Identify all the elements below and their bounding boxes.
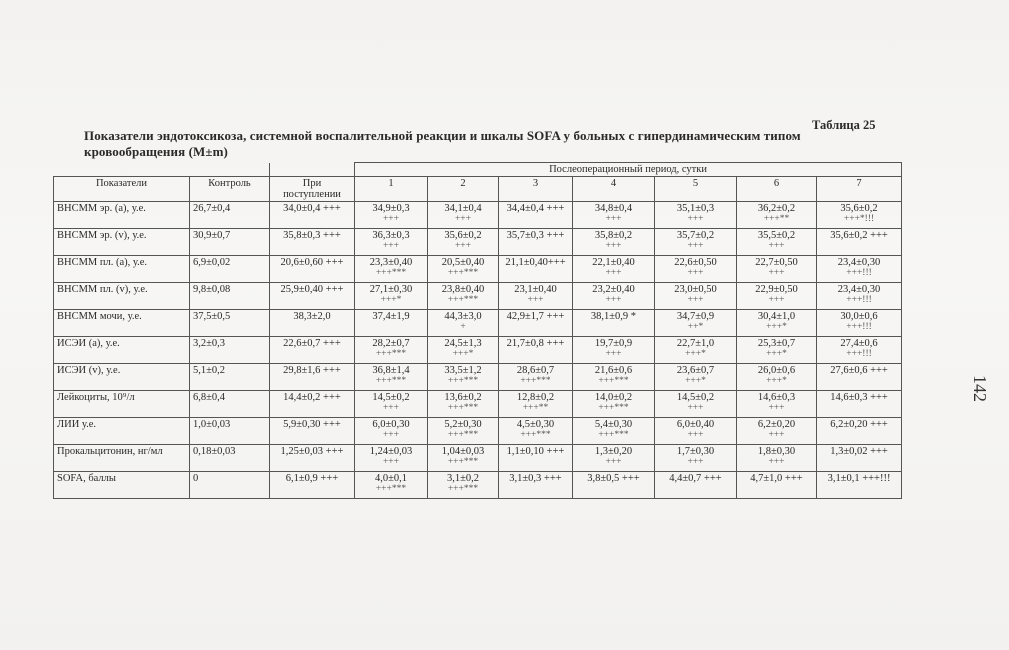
postop-day-cell <box>737 472 817 499</box>
cell-value: 14,4±0,2 +++ <box>283 392 341 403</box>
row-control-value: 37,5±0,5 <box>190 310 270 337</box>
row-control-value: 0,18±0,03 <box>190 445 270 472</box>
cell-value: 28,2±0,7 <box>372 338 410 349</box>
cell-value: 23,0±0,50 <box>674 284 717 295</box>
header-day: 5 <box>655 177 737 202</box>
cell-significance-marks: +++*** <box>520 376 551 386</box>
postop-day-cell <box>655 202 737 229</box>
postop-day-cell <box>817 391 902 418</box>
row-indicator-name: SOFA, баллы <box>54 472 190 499</box>
cell-value: 13,6±0,2 <box>444 392 482 403</box>
postop-day-cell <box>355 202 428 229</box>
cell-value: 34,4±0,4 +++ <box>506 203 565 214</box>
postop-day-cell <box>573 364 655 391</box>
cell-significance-marks: +++* <box>452 349 474 359</box>
cell-value: 23,2±0,40 <box>592 284 635 295</box>
postop-day-cell <box>817 445 902 472</box>
cell-value: 6,0±0,30 <box>372 419 410 430</box>
cell-significance-marks: +++ <box>768 457 785 467</box>
postop-day-cell <box>499 283 573 310</box>
row-indicator-name: ЛИИ у.е. <box>54 418 190 445</box>
cell-value: 28,6±0,7 <box>516 365 555 376</box>
cell-value: 34,0±0,4 +++ <box>283 203 341 214</box>
postop-day-cell <box>573 418 655 445</box>
cell-significance-marks: +++*** <box>375 268 407 278</box>
cell-value: 27,6±0,6 +++ <box>830 365 888 376</box>
header-day: 4 <box>573 177 655 202</box>
postop-day-cell <box>355 391 428 418</box>
page-number: 142 <box>970 375 990 402</box>
cell-value: 35,6±0,2 +++ <box>830 230 888 241</box>
cell-value: 4,4±0,7 +++ <box>669 473 722 484</box>
row-control-value: 30,9±0,7 <box>190 229 270 256</box>
table-row <box>54 364 902 391</box>
header-day: 3 <box>499 177 573 202</box>
cell-significance-marks: ++* <box>687 322 704 332</box>
cell-value: 35,6±0,2 <box>840 203 878 214</box>
cell-value: 22,7±1,0 <box>676 338 715 349</box>
cell-significance-marks: +++ <box>527 295 544 305</box>
cell-significance-marks: +++ <box>687 268 704 278</box>
header-row-group <box>54 163 902 177</box>
cell-significance-marks: +++* <box>685 376 706 386</box>
row-indicator-name: ИСЭИ (v), у.е. <box>54 364 190 391</box>
postop-day-cell <box>737 283 817 310</box>
postop-day-cell <box>737 391 817 418</box>
row-control-value: 26,7±0,4 <box>190 202 270 229</box>
cell-significance-marks: +++*** <box>447 430 479 440</box>
postop-day-cell <box>355 256 428 283</box>
postop-day-cell <box>428 256 499 283</box>
postop-day-cell <box>428 337 499 364</box>
admission-cell <box>270 391 355 418</box>
cell-significance-marks: +++ <box>382 241 400 251</box>
cell-significance-marks: +++*** <box>447 376 479 386</box>
cell-value: 20,6±0,60 +++ <box>280 257 344 268</box>
postop-day-cell <box>499 256 573 283</box>
row-control-value: 3,2±0,3 <box>190 337 270 364</box>
cell-significance-marks: +++* <box>766 322 787 332</box>
cell-value: 44,3±3,0 <box>444 311 482 322</box>
cell-significance-marks: +++ <box>687 403 704 413</box>
cell-value: 14,5±0,2 <box>676 392 715 403</box>
cell-value: 4,5±0,30 <box>516 419 555 430</box>
row-indicator-name: ВНСММ пл. (а), у.е. <box>54 256 190 283</box>
cell-value: 1,04±0,03 <box>441 446 485 457</box>
cell-significance-marks: +++ <box>768 295 785 305</box>
cell-value: 22,1±0,40 <box>592 257 635 268</box>
postop-day-cell <box>817 202 902 229</box>
postop-day-cell <box>499 202 573 229</box>
postop-day-cell <box>655 310 737 337</box>
cell-value: 1,25±0,03 +++ <box>280 446 344 457</box>
postop-day-cell <box>428 283 499 310</box>
row-control-value: 9,8±0,08 <box>190 283 270 310</box>
cell-significance-marks: +++*** <box>447 457 479 467</box>
cell-value: 22,7±0,50 <box>755 257 798 268</box>
cell-value: 20,5±0,40 <box>441 257 485 268</box>
cell-significance-marks: +++ <box>768 268 785 278</box>
table-row <box>54 256 902 283</box>
cell-significance-marks: +++ <box>605 295 622 305</box>
cell-value: 3,1±0,3 +++ <box>509 473 562 484</box>
header-row <box>54 177 902 202</box>
postop-day-cell <box>737 256 817 283</box>
cell-significance-marks: +++* <box>380 295 402 305</box>
postop-day-cell <box>428 310 499 337</box>
table-body <box>54 202 902 499</box>
cell-value: 4,7±1,0 +++ <box>750 473 803 484</box>
table-row <box>54 229 902 256</box>
cell-value: 22,6±0,7 +++ <box>283 338 341 349</box>
postop-day-cell <box>428 418 499 445</box>
cell-value: 24,5±1,3 <box>444 338 482 349</box>
cell-value: 37,4±1,9 <box>372 311 410 322</box>
row-control-value: 6,9±0,02 <box>190 256 270 283</box>
cell-value: 35,8±0,2 <box>594 230 633 241</box>
admission-cell <box>270 445 355 472</box>
postop-day-cell <box>355 472 428 499</box>
table-title: Показатели эндотоксикоза, системной воспалительной реакции и шкалы SOFA у больных с гипердинамическим типом кровообращения (M±m) <box>84 128 801 159</box>
cell-significance-marks: +++* <box>766 349 787 359</box>
postop-day-cell <box>817 283 902 310</box>
header-day: 2 <box>428 177 499 202</box>
postop-day-cell <box>428 202 499 229</box>
postop-day-cell <box>655 418 737 445</box>
header-day: 1 <box>355 177 428 202</box>
cell-value: 1,1±0,10 +++ <box>506 446 565 457</box>
row-control-value: 6,8±0,4 <box>190 391 270 418</box>
postop-day-cell <box>817 337 902 364</box>
cell-significance-marks: +++** <box>522 403 549 413</box>
row-indicator-name: ВНСММ пл. (v), у.е. <box>54 283 190 310</box>
admission-cell <box>270 283 355 310</box>
cell-significance-marks: +++ <box>687 214 704 224</box>
cell-value: 3,8±0,5 +++ <box>587 473 640 484</box>
cell-value: 1,3±0,20 <box>594 446 633 457</box>
cell-value: 19,7±0,9 <box>594 338 633 349</box>
cell-value: 23,1±0,40 <box>514 284 557 295</box>
cell-significance-marks: +++!!! <box>846 349 872 359</box>
cell-value: 35,1±0,3 <box>676 203 715 214</box>
cell-significance-marks: +++ <box>605 241 622 251</box>
header-blank <box>54 163 190 177</box>
data-table <box>53 162 902 499</box>
cell-value: 14,6±0,3 <box>757 392 796 403</box>
cell-significance-marks: +++!!! <box>846 295 872 305</box>
cell-value: 5,9±0,30 +++ <box>283 419 341 430</box>
cell-value: 14,6±0,3 +++ <box>830 392 888 403</box>
postop-day-cell <box>573 229 655 256</box>
postop-day-cell <box>573 391 655 418</box>
postop-day-cell <box>573 202 655 229</box>
cell-value: 38,1±0,9 * <box>590 311 637 322</box>
admission-cell <box>270 256 355 283</box>
cell-significance-marks: +++** <box>763 214 790 224</box>
cell-significance-marks: +++ <box>382 457 400 467</box>
cell-value: 36,8±1,4 <box>372 365 410 376</box>
postop-day-cell <box>499 391 573 418</box>
row-indicator-name: ВНСММ эр. (а), у.е. <box>54 202 190 229</box>
header-day: 6 <box>737 177 817 202</box>
cell-value: 6,1±0,9 +++ <box>285 473 339 484</box>
cell-significance-marks: +++ <box>454 214 472 224</box>
header-indicator: Показатели <box>54 177 190 202</box>
postop-day-cell <box>737 418 817 445</box>
admission-cell <box>270 364 355 391</box>
cell-value: 21,7±0,8 +++ <box>506 338 565 349</box>
postop-day-cell <box>428 472 499 499</box>
cell-significance-marks: +++*** <box>598 403 629 413</box>
table-row <box>54 391 902 418</box>
cell-value: 5,4±0,30 <box>594 419 633 430</box>
postop-day-cell <box>817 364 902 391</box>
table-row <box>54 337 902 364</box>
cell-significance-marks: +++*!!! <box>843 214 875 224</box>
cell-value: 6,2±0,20 +++ <box>830 419 888 430</box>
cell-value: 42,9±1,7 +++ <box>506 311 565 322</box>
header-admission: При поступлении <box>270 177 355 202</box>
cell-value: 1,24±0,03 <box>369 446 413 457</box>
postop-day-cell <box>355 337 428 364</box>
postop-day-cell <box>817 229 902 256</box>
postop-day-cell <box>655 364 737 391</box>
cell-value: 29,8±1,6 +++ <box>283 365 341 376</box>
cell-significance-marks: +++ <box>768 430 785 440</box>
postop-day-cell <box>817 310 902 337</box>
cell-value: 5,2±0,30 <box>444 419 482 430</box>
cell-significance-marks: +++ <box>382 430 400 440</box>
cell-significance-marks: +++*** <box>447 268 479 278</box>
cell-value: 30,0±0,6 <box>840 311 878 322</box>
postop-day-cell <box>655 283 737 310</box>
cell-value: 34,9±0,3 <box>372 203 410 214</box>
cell-value: 26,0±0,6 <box>757 365 796 376</box>
header-blank <box>190 163 270 177</box>
postop-day-cell <box>355 310 428 337</box>
cell-value: 23,6±0,7 <box>676 365 715 376</box>
cell-value: 35,8±0,3 +++ <box>283 230 341 241</box>
admission-cell <box>270 202 355 229</box>
header-day: 7 <box>817 177 902 202</box>
cell-value: 25,9±0,40 +++ <box>280 284 344 295</box>
cell-value: 36,2±0,2 <box>757 203 796 214</box>
cell-value: 35,7±0,3 +++ <box>506 230 565 241</box>
table-row <box>54 310 902 337</box>
postop-day-cell <box>355 445 428 472</box>
cell-value: 23,3±0,40 <box>369 257 413 268</box>
postop-day-cell <box>573 472 655 499</box>
cell-value: 21,1±0,40+++ <box>505 257 566 268</box>
header-postop-period: Послеоперационный период, сутки <box>355 163 902 177</box>
postop-day-cell <box>737 202 817 229</box>
cell-value: 1,3±0,02 +++ <box>830 446 888 457</box>
postop-day-cell <box>355 418 428 445</box>
table-row <box>54 445 902 472</box>
cell-significance-marks: +++*** <box>447 403 479 413</box>
admission-cell <box>270 310 355 337</box>
cell-value: 3,1±0,1 +++!!! <box>827 473 891 484</box>
cell-significance-marks: + <box>460 322 466 332</box>
cell-significance-marks: +++*** <box>520 430 551 440</box>
row-indicator-name: Лейкоциты, 10⁹/л <box>54 391 190 418</box>
cell-value: 22,6±0,50 <box>674 257 717 268</box>
table-label: Таблица 25 <box>812 118 876 132</box>
row-indicator-name: Прокальцитонин, нг/мл <box>54 445 190 472</box>
cell-value: 23,4±0,30 <box>837 257 881 268</box>
postop-day-cell <box>737 445 817 472</box>
cell-significance-marks: +++ <box>605 457 622 467</box>
row-indicator-name: ВНСММ эр. (v), у.е. <box>54 229 190 256</box>
postop-day-cell <box>655 472 737 499</box>
postop-day-cell <box>573 337 655 364</box>
postop-day-cell <box>817 256 902 283</box>
cell-value: 27,1±0,30 <box>369 284 413 295</box>
cell-value: 34,7±0,9 <box>676 311 715 322</box>
cell-significance-marks: +++*** <box>598 376 629 386</box>
postop-day-cell <box>655 337 737 364</box>
header-control: Контроль <box>190 177 270 202</box>
postop-day-cell <box>499 310 573 337</box>
postop-day-cell <box>355 229 428 256</box>
cell-significance-marks: +++ <box>605 349 622 359</box>
postop-day-cell <box>737 229 817 256</box>
postop-day-cell <box>573 310 655 337</box>
cell-value: 35,6±0,2 <box>444 230 482 241</box>
table-row <box>54 283 902 310</box>
postop-day-cell <box>655 229 737 256</box>
cell-significance-marks: +++ <box>687 430 704 440</box>
postop-day-cell <box>499 229 573 256</box>
cell-significance-marks: +++*** <box>447 295 479 305</box>
postop-day-cell <box>573 445 655 472</box>
cell-significance-marks: +++ <box>605 268 622 278</box>
cell-significance-marks: +++* <box>766 376 787 386</box>
cell-significance-marks: +++* <box>685 349 706 359</box>
table-row <box>54 472 902 499</box>
cell-significance-marks: +++ <box>454 241 472 251</box>
cell-significance-marks: +++ <box>768 241 785 251</box>
row-control-value: 5,1±0,2 <box>190 364 270 391</box>
postop-day-cell <box>499 337 573 364</box>
postop-day-cell <box>573 283 655 310</box>
row-control-value: 0 <box>190 472 270 499</box>
postop-day-cell <box>817 472 902 499</box>
cell-significance-marks: +++*** <box>375 376 407 386</box>
admission-cell <box>270 337 355 364</box>
cell-value: 34,8±0,4 <box>594 203 633 214</box>
postop-day-cell <box>817 418 902 445</box>
cell-significance-marks: +++*** <box>375 349 407 359</box>
cell-value: 27,4±0,6 <box>840 338 878 349</box>
cell-value: 22,9±0,50 <box>755 284 798 295</box>
cell-value: 6,2±0,20 <box>757 419 796 430</box>
cell-value: 1,8±0,30 <box>757 446 796 457</box>
postop-day-cell <box>499 418 573 445</box>
cell-significance-marks: +++ <box>382 403 400 413</box>
cell-significance-marks: +++ <box>768 403 785 413</box>
cell-value: 1,7±0,30 <box>676 446 715 457</box>
row-indicator-name: ИСЭИ (а), у.е. <box>54 337 190 364</box>
postop-day-cell <box>428 445 499 472</box>
cell-value: 36,3±0,3 <box>372 230 410 241</box>
cell-value: 35,5±0,2 <box>757 230 796 241</box>
cell-value: 23,4±0,30 <box>837 284 881 295</box>
postop-day-cell <box>655 256 737 283</box>
cell-significance-marks: +++ <box>687 241 704 251</box>
cell-significance-marks: +++ <box>605 214 622 224</box>
table-row <box>54 202 902 229</box>
cell-value: 3,1±0,2 <box>446 473 479 484</box>
row-control-value: 1,0±0,03 <box>190 418 270 445</box>
cell-value: 34,1±0,4 <box>444 203 482 214</box>
cell-significance-marks: +++!!! <box>846 268 872 278</box>
table-row <box>54 418 902 445</box>
postop-day-cell <box>499 472 573 499</box>
row-indicator-name: ВНСММ мочи, у.е. <box>54 310 190 337</box>
postop-day-cell <box>499 445 573 472</box>
cell-significance-marks: +++*** <box>598 430 629 440</box>
cell-value: 23,8±0,40 <box>441 284 485 295</box>
header-blank <box>270 163 355 177</box>
cell-value: 4,0±0,1 <box>374 473 407 484</box>
cell-value: 38,3±2,0 <box>293 311 331 322</box>
admission-cell <box>270 472 355 499</box>
postop-day-cell <box>573 256 655 283</box>
cell-significance-marks: +++ <box>687 457 704 467</box>
cell-value: 14,0±0,2 <box>594 392 633 403</box>
cell-value: 6,0±0,40 <box>676 419 715 430</box>
cell-value: 14,5±0,2 <box>372 392 410 403</box>
cell-significance-marks: +++ <box>687 295 704 305</box>
cell-significance-marks: +++!!! <box>846 322 872 332</box>
admission-cell <box>270 418 355 445</box>
cell-value: 25,3±0,7 <box>757 338 796 349</box>
cell-significance-marks: +++*** <box>447 484 479 494</box>
postop-day-cell <box>428 229 499 256</box>
postop-day-cell <box>737 310 817 337</box>
postop-day-cell <box>655 445 737 472</box>
cell-value: 35,7±0,2 <box>676 230 715 241</box>
cell-significance-marks: +++*** <box>375 484 407 494</box>
cell-value: 21,6±0,6 <box>594 365 633 376</box>
admission-cell <box>270 229 355 256</box>
postop-day-cell <box>428 364 499 391</box>
postop-day-cell <box>428 391 499 418</box>
postop-day-cell <box>737 337 817 364</box>
cell-value: 12,8±0,2 <box>516 392 555 403</box>
postop-day-cell <box>355 364 428 391</box>
postop-day-cell <box>355 283 428 310</box>
cell-value: 33,5±1,2 <box>444 365 482 376</box>
cell-value: 30,4±1,0 <box>757 311 796 322</box>
cell-significance-marks: +++ <box>382 214 400 224</box>
postop-day-cell <box>499 364 573 391</box>
postop-day-cell <box>655 391 737 418</box>
postop-day-cell <box>737 364 817 391</box>
